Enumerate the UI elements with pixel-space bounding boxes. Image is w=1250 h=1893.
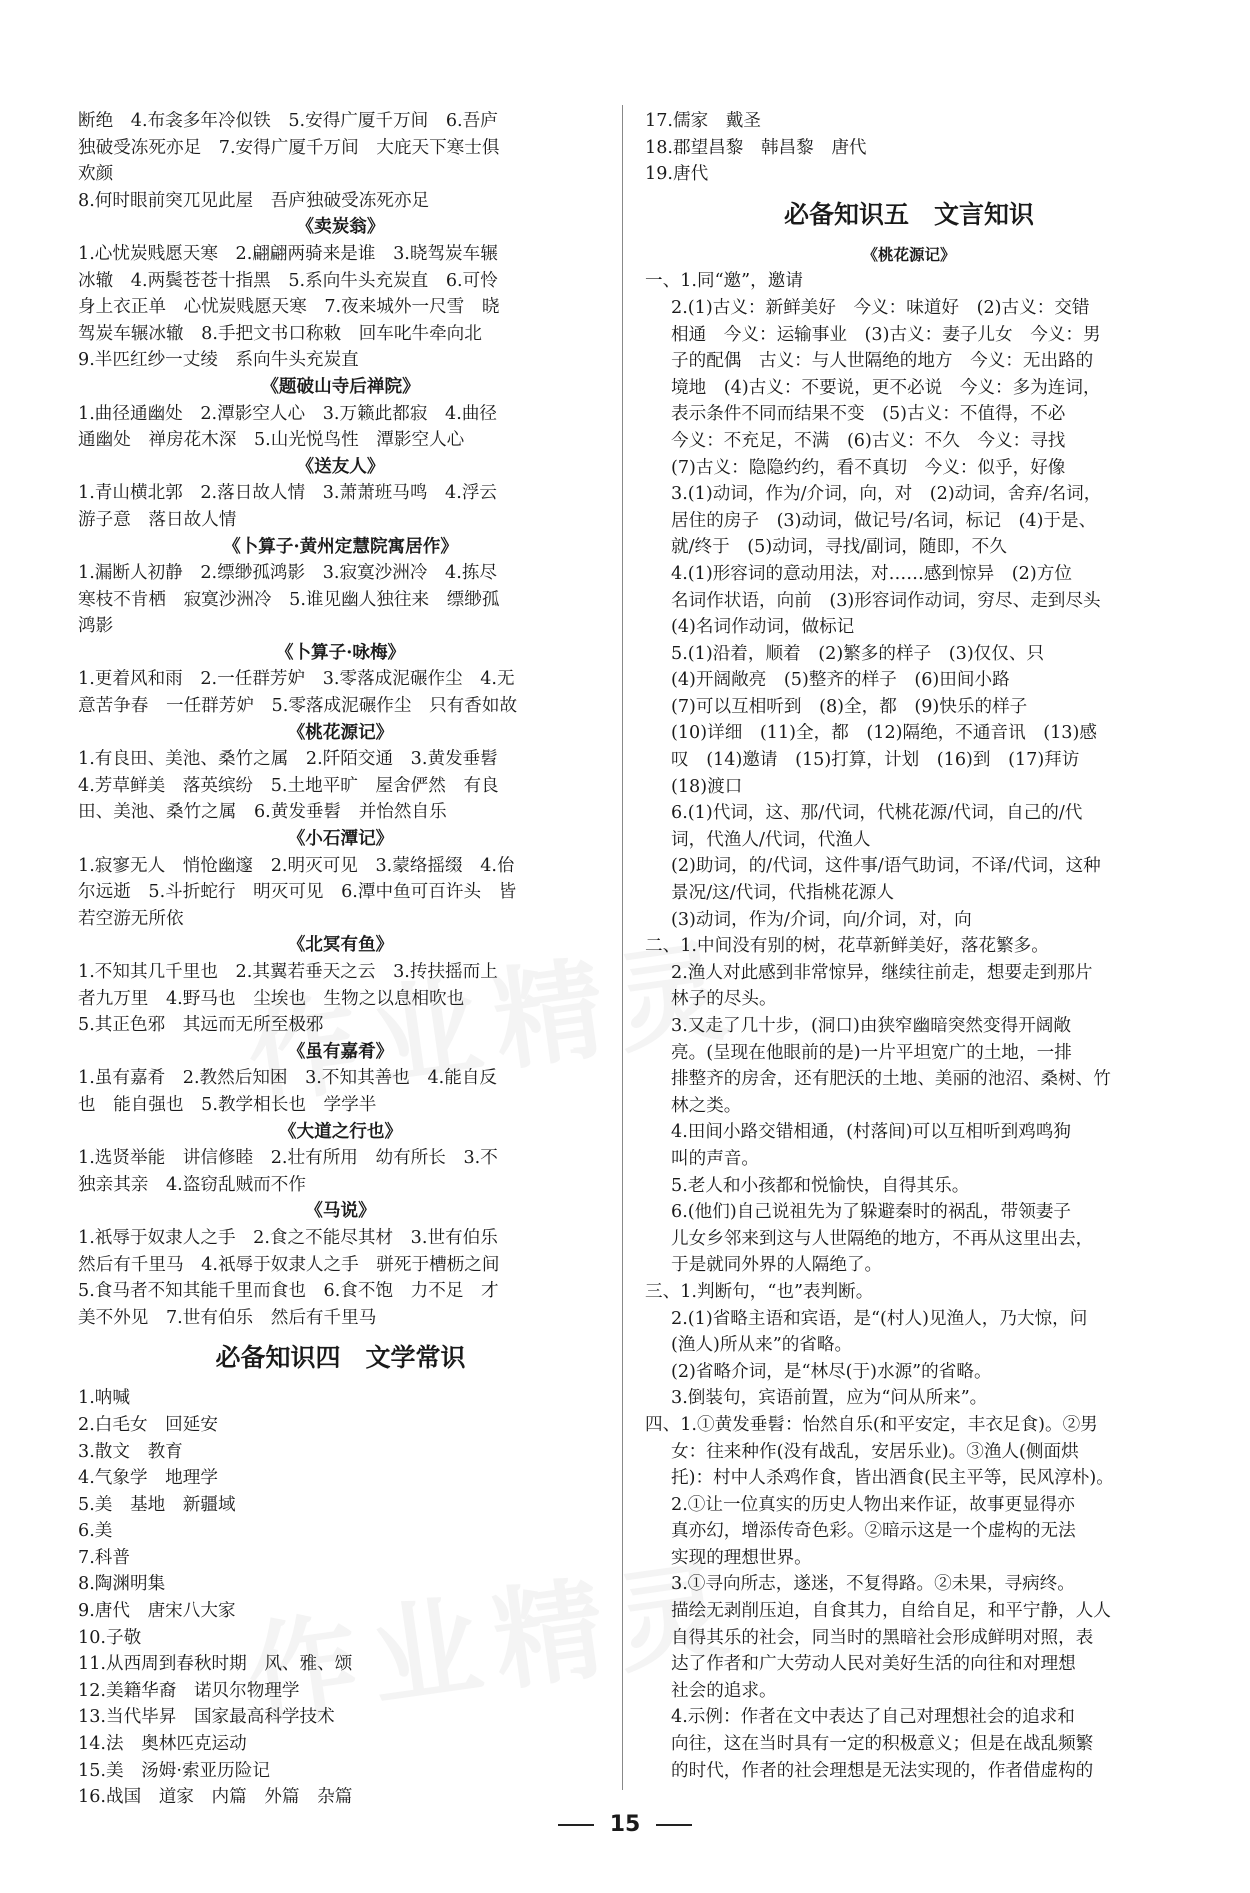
text-line: 通幽处 禅房花木深 5.山光悦鸟性 潭影空人心 (78, 430, 465, 451)
text-line: 断绝 4.布衾多年冷似铁 5.安得广厦千万间 6.吾庐 (78, 111, 498, 131)
text-line: 女：往来种作(没有战乱，安居乐业)。③渔人(侧面烘 (671, 1441, 1079, 1462)
text-line: 向往，这在当时具有一定的积极意义；但是在战乱频繁 (671, 1734, 1094, 1755)
text-line: 子的配偶 古义：与人世隔绝的地方 今义：无出路的 (671, 351, 1094, 372)
text-line: 1.不知其几千里也 2.其翼若垂天之云 3.抟扶摇而上 (78, 962, 498, 982)
text-line: 驾炭车辗冰辙 8.手把文书口称敕 回车叱牛牵向北 (78, 323, 482, 344)
page-number: 15 (609, 1812, 641, 1837)
text-line: 2.(1)古义：新鲜美好 今义：味道好 (2)古义：交错 (671, 297, 1090, 318)
text-line: 16.战国 道家 内篇 外篇 杂篇 (78, 1787, 353, 1808)
text-line: 12.美籍华裔 诺贝尔物理学 (78, 1680, 300, 1701)
text-line: 欢颜 (78, 164, 114, 185)
text-line: 1.更着风和雨 2.一任群芳妒 3.零落成泥碾作尘 4.无 (78, 669, 515, 690)
text-line: 田、美池、桑竹之属 6.黄发垂髫 并怡然自乐 (78, 802, 447, 823)
text-line: 5.食马者不知其能千里而食也 6.食不饱 力不足 才 (78, 1281, 499, 1302)
text-line: 3.散文 教育 (78, 1441, 183, 1462)
text-line: 也 能自强也 5.教学相长也 学学半 (78, 1094, 377, 1115)
text-line: 6.(1)代词，这、那/代词，代桃花源/代词，自己的/代 (671, 803, 1083, 824)
section-heading: 必备知识四 文学常识 (215, 1343, 466, 1373)
text-line: 4.气象学 地理学 (78, 1468, 218, 1489)
text-line: 4.(1)形容词的意动用法，对……感到惊异 (2)方位 (671, 563, 1072, 584)
text-line: 6.(他们)自己说祖先为了躲避秦时的祸乱，带领妻子 (671, 1202, 1071, 1223)
text-line: 真亦幻，增添传奇色彩。②暗示这是一个虚构的无法 (671, 1521, 1076, 1542)
right-column (645, 108, 1173, 1784)
text-line: 6.美 (78, 1521, 113, 1542)
text-line: 14.法 奥林匹克运动 (78, 1734, 247, 1755)
text-line: (4)名词作动词，做标记 (671, 617, 855, 638)
text-line: (渔人)所从来”的省略。 (671, 1335, 853, 1356)
text-line: 17.儒家 戴圣 (645, 111, 761, 131)
text-line: 1.漏断人初静 2.缥缈孤鸿影 3.寂寞沙洲冷 4.拣尽 (78, 563, 498, 584)
text-line: 3.①寻向所志，遂迷，不复得路。②未果，寻病终。 (671, 1574, 1075, 1595)
text-line: 意苦争春 一任群芳妒 5.零落成泥碾作尘 只有香如故 (78, 696, 518, 717)
text-line: 于是就同外界的人隔绝了。 (671, 1255, 883, 1276)
text-line: 2.(1)省略主语和宾语，是“(村人)见渔人，乃大惊，问 (671, 1308, 1088, 1329)
text-line: 林子的尽头。 (671, 989, 777, 1010)
text-line: 5.老人和小孩都和悦愉快，自得其乐。 (671, 1175, 970, 1196)
section-heading: 必备知识五 文言知识 (783, 199, 1034, 229)
text-line: 美不外见 7.世有伯乐 然后有千里马 (78, 1307, 377, 1328)
text-line: 描绘无剥削压迫，自食其力，自给自足，和平宁静，人人 (671, 1601, 1111, 1622)
text-line: 尔远逝 5.斗折蛇行 明灭可见 6.潭中鱼可百许头 皆 (78, 882, 517, 903)
text-line: (7)古义：隐隐约约，看不真切 今义：似乎，好像 (671, 457, 1066, 478)
text-line: 4.田间小路交错相通，(村落间)可以互相听到鸡鸣狗 (671, 1122, 1071, 1143)
text-line: 实现的理想世界。 (671, 1547, 812, 1568)
text-line: 景况/这/代词，代指桃花源人 (671, 883, 894, 904)
text-line: 18.郡望昌黎 韩昌黎 唐代 (645, 137, 867, 158)
subsection-title: 《卜算子·黄州定慧院寓居作》 (223, 535, 458, 557)
text-line: 今义：不充足，不满 (6)古义：不久 今义：寻找 (671, 430, 1066, 451)
text-line: 托)：村中人杀鸡作食，皆出酒食(民主平等，民风淳朴)。 (671, 1468, 1114, 1489)
text-line: 自得其乐的社会，同当时的黑暗社会形成鲜明对照，表 (671, 1627, 1094, 1648)
text-line: (2)省略介词，是“林尽(于)水源”的省略。 (671, 1361, 992, 1382)
text-line: 4.芳草鲜美 落英缤纷 5.土地平旷 屋舍俨然 有良 (78, 775, 499, 796)
text-line: (3)动词，作为/介词，向/介词，对，向 (671, 909, 972, 930)
text-line: 鸿影 (78, 616, 114, 637)
text-line: 2.①让一位真实的历史人物出来作证，故事更显得亦 (671, 1494, 1075, 1515)
text-line: 就/终于 (5)动词，寻找/副词，随即，不久 (671, 537, 1007, 558)
text-line: 居住的房子 (3)动词，做记号/名词，标记 (4)于是、 (671, 510, 1097, 531)
subsection-title: 《送友人》 (296, 455, 385, 477)
subsection-title: 《桃花源记》 (287, 721, 394, 743)
text-line: 一、1.同“邀”，邀请 (645, 271, 803, 292)
text-line: 1.祇辱于奴隶人之手 2.食之不能尽其材 3.世有伯乐 (78, 1227, 498, 1248)
text-line: 独破受冻死亦足 7.安得广厦千万间 大庇天下寒士俱 (78, 137, 500, 158)
text-line: 11.从西周到春秋时期 风、雅、颂 (78, 1654, 353, 1675)
text-line: 5.(1)沿着，顺着 (2)繁多的样子 (3)仅仅、只 (671, 643, 1045, 664)
subsection-title: 《小石潭记》 (287, 828, 394, 850)
text-line: 儿女乡邻来到这与人世隔绝的地方，不再从这里出去， (671, 1228, 1094, 1249)
text-line: 达了作者和广大劳动人民对美好生活的向往和对理想 (671, 1654, 1076, 1675)
footer-dash (558, 1824, 594, 1826)
text-line: (10)详细 (11)全，都 (12)隔绝，不通音讯 (13)感 (671, 723, 1097, 744)
subsection-title: 《虽有嘉肴》 (287, 1040, 394, 1062)
subsection-title: 《题破山寺后禅院》 (261, 375, 420, 397)
text-line: 独亲其亲 4.盗窃乱贼而不作 (78, 1174, 306, 1195)
text-line: (4)开阔敞亮 (5)整齐的样子 (6)田间小路 (671, 670, 1010, 691)
subsection-title: 《马说》 (305, 1200, 376, 1222)
text-line: 二、1.中间没有别的树，花草新鲜美好，落花繁多。 (645, 936, 1049, 957)
text-line: 叹 (14)邀请 (15)打算，计划 (16)到 (17)拜访 (671, 750, 1080, 771)
text-line: 然后有千里马 4.祇辱于奴隶人之手 骈死于槽枥之间 (78, 1254, 500, 1275)
footer-dash (656, 1824, 692, 1826)
left-column (78, 108, 603, 1811)
text-line: 7.科普 (78, 1547, 130, 1568)
text-line: 相通 今义：运输事业 (3)古义：妻子儿女 今义：男 (671, 324, 1101, 345)
text-line: 者九万里 4.野马也 尘埃也 生物之以息相吹也 (78, 988, 465, 1009)
text-line: 境地 (4)古义：不要说，更不必说 今义：多为连词， (671, 377, 1101, 398)
text-line: 1.虽有嘉肴 2.教然后知困 3.不知其善也 4.能自反 (78, 1068, 498, 1089)
text-line: 1.曲径通幽处 2.潭影空人心 3.万籁此都寂 4.曲径 (78, 403, 498, 424)
text-line: 2.渔人对此感到非常惊异，继续往前走，想要走到那片 (671, 962, 1093, 983)
text-line: 游子意 落日故人情 (78, 509, 237, 530)
text-line: (2)助词，的/代词，这件事/语气助词，不译/代词，这种 (671, 856, 1101, 877)
subsection-title: 《北冥有鱼》 (287, 934, 394, 956)
text-line: 表示条件不同而结果不变 (5)古义：不值得，不必 (671, 404, 1083, 425)
text-line: 4.示例：作者在文中表达了自己对理想社会的追求和 (671, 1707, 1075, 1728)
text-line: 词，代渔人/代词，代渔人 (671, 829, 871, 850)
text-line: 名词作状语，向前 (3)形容词作动词，穷尽、走到尽头 (671, 590, 1101, 611)
text-line: 三、1.判断句，“也”表判断。 (645, 1281, 874, 1302)
subsection-title: 《卜算子·咏梅》 (275, 641, 406, 663)
text-line: 亮。(呈现在他眼前的是)一片平坦宽广的土地，一排 (671, 1042, 1072, 1063)
text-line: 1.心忧炭贱愿天寒 2.翩翩两骑来是谁 3.晓驾炭车辗 (78, 243, 498, 264)
text-line: 9.半匹红纱一丈绫 系向牛头充炭直 (78, 350, 359, 371)
text-line: 1.选贤举能 讲信修睦 2.壮有所用 幼有所长 3.不 (78, 1148, 498, 1169)
text-line: 19.唐代 (645, 164, 709, 185)
text-line: 叫的声音。 (671, 1148, 759, 1169)
text-line: 15.美 汤姆·索亚历险记 (78, 1760, 270, 1781)
text-line: 5.其正色邪 其远而无所至极邪 (78, 1015, 324, 1036)
text-line: 若空游无所依 (78, 908, 184, 929)
text-line: (7)可以互相听到 (8)全，都 (9)快乐的样子 (671, 696, 1028, 717)
text-line: 身上衣正单 心忧炭贱愿天寒 7.夜来城外一尺雪 晓 (78, 297, 500, 318)
subsection-title: 《桃花源记》 (862, 244, 956, 264)
text-line: 13.当代毕昇 国家最高科学技术 (78, 1707, 335, 1728)
subsection-title: 《卖炭翁》 (296, 216, 385, 238)
page-footer (0, 1812, 1250, 1837)
text-line: 8.何时眼前突兀见此屋 吾庐独破受冻死亦足 (78, 190, 430, 211)
text-line: 3.又走了几十步，(洞口)由狭窄幽暗突然变得开阔敞 (671, 1016, 1071, 1036)
text-line: 1.有良田、美池、桑竹之属 2.阡陌交通 3.黄发垂髫 (78, 749, 498, 770)
text-line: 四、1.①黄发垂髫：怡然自乐(和平安定，丰衣足食)。②男 (645, 1414, 1098, 1435)
text-line: 1.寂寥无人 悄怆幽邃 2.明灭可见 3.蒙络摇缀 4.佁 (78, 855, 515, 876)
text-line: 的时代，作者的社会理想是无法实现的，作者借虚构的 (671, 1760, 1094, 1781)
text-line: 3.倒装句，宾语前置，应为“问从所来”。 (671, 1388, 988, 1409)
text-line: 排整齐的房舍，还有肥沃的土地、美丽的池沼、桑树、竹 (671, 1069, 1111, 1090)
text-line: 3.(1)动词，作为/介词，向，对 (2)动词，舍弃/名词， (671, 484, 1102, 505)
text-line: (18)渡口 (671, 776, 743, 797)
text-line: 1.青山横北郭 2.落日故人情 3.萧萧班马鸣 4.浮云 (78, 483, 498, 504)
subsection-title: 《大道之行也》 (278, 1120, 403, 1142)
text-line: 9.唐代 唐宋八大家 (78, 1601, 236, 1622)
text-line: 2.白毛女 回延安 (78, 1414, 218, 1435)
text-line: 8.陶渊明集 (78, 1574, 166, 1595)
text-line: 1.呐喊 (78, 1388, 130, 1409)
text-line: 5.美 基地 新疆域 (78, 1494, 236, 1515)
text-line: 10.子敬 (78, 1627, 142, 1648)
text-line: 寒枝不肯栖 寂寞沙洲冷 5.谁见幽人独往来 缥缈孤 (78, 589, 500, 610)
column-divider (622, 105, 623, 1790)
text-line: 林之类。 (671, 1095, 742, 1116)
text-line: 冰辙 4.两鬓苍苍十指黑 5.系向牛头充炭直 6.可怜 (78, 270, 498, 291)
text-line: 社会的追求。 (671, 1680, 777, 1701)
